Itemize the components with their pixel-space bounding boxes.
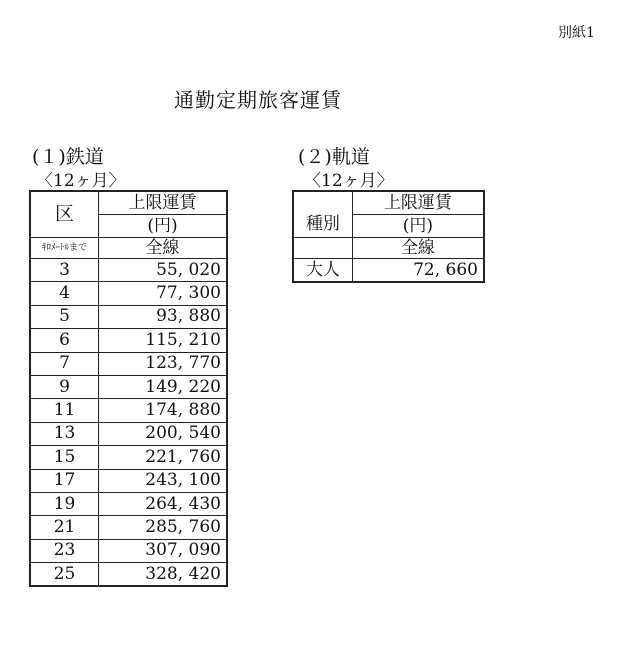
fare-header-unit: (円) [99, 215, 227, 238]
attachment-label: 別紙1 [558, 25, 595, 41]
table-row [30, 329, 227, 352]
fare-cell: 72, 660 [352, 259, 484, 283]
fare-cell: 93, 880 [99, 305, 227, 328]
fare-cell: 200, 540 [99, 422, 227, 445]
distance-cell: 4 [30, 282, 99, 305]
fare-cell: 285, 760 [99, 516, 227, 539]
distance-cell: 21 [30, 516, 99, 539]
fare-cell: 115, 210 [99, 329, 227, 352]
table-row [30, 352, 227, 375]
distance-unit-header: ｷﾛﾒｰﾄﾙまで [30, 238, 99, 259]
tram-fare-header-unit: (円) [352, 215, 484, 238]
distance-cell: 7 [30, 352, 99, 375]
distance-cell: 19 [30, 492, 99, 515]
fare-cell: 264, 430 [99, 492, 227, 515]
distance-cell: 15 [30, 446, 99, 469]
tram-fare-header-scope: 全線 [352, 238, 484, 259]
table-row [30, 446, 227, 469]
page-title: 通勤定期旅客運賃 [174, 88, 342, 112]
distance-cell: 25 [30, 563, 99, 587]
distance-cell: 6 [30, 329, 99, 352]
fare-cell: 328, 420 [99, 563, 227, 587]
fare-cell: 307, 090 [99, 539, 227, 562]
table-row [30, 282, 227, 305]
distance-cell: 11 [30, 399, 99, 422]
table-row [30, 422, 227, 445]
fare-cell: 149, 220 [99, 375, 227, 398]
railway-period: 〈12ヶ月〉 [36, 171, 126, 191]
kind-header: 種別 [293, 191, 352, 238]
table-row [293, 259, 484, 283]
table-row [30, 305, 227, 328]
fare-header-scope: 全線 [99, 238, 227, 259]
distance-cell: 5 [30, 305, 99, 328]
tram-fare-header-line1: 上限運賃 [352, 191, 484, 215]
distance-cell: 17 [30, 469, 99, 492]
fare-header-line1: 上限運賃 [99, 191, 227, 215]
category-cell: 大人 [293, 259, 352, 283]
fare-cell: 243, 100 [99, 469, 227, 492]
tramway-fare-table [292, 190, 485, 283]
table-row [30, 375, 227, 398]
table-row [30, 469, 227, 492]
table-row [30, 259, 227, 282]
fare-cell: 55, 020 [99, 259, 227, 282]
distance-cell: 3 [30, 259, 99, 282]
tramway-section-title: (２)軌道 [298, 146, 370, 168]
fare-cell: 221, 760 [99, 446, 227, 469]
fare-cell: 77, 300 [99, 282, 227, 305]
distance-cell: 23 [30, 539, 99, 562]
fare-cell: 123, 770 [99, 352, 227, 375]
table-row [30, 539, 227, 562]
railway-fare-table [29, 190, 228, 587]
fare-cell: 174, 880 [99, 399, 227, 422]
kind-header-cell [293, 238, 352, 259]
table-row [30, 492, 227, 515]
railway-section-title: (１)鉄道 [32, 146, 104, 168]
distance-cell: 9 [30, 375, 99, 398]
distance-header: 区 [30, 191, 99, 238]
distance-cell: 13 [30, 422, 99, 445]
tramway-period: 〈12ヶ月〉 [304, 171, 394, 191]
table-row [30, 399, 227, 422]
table-row [30, 563, 227, 587]
table-row [30, 516, 227, 539]
